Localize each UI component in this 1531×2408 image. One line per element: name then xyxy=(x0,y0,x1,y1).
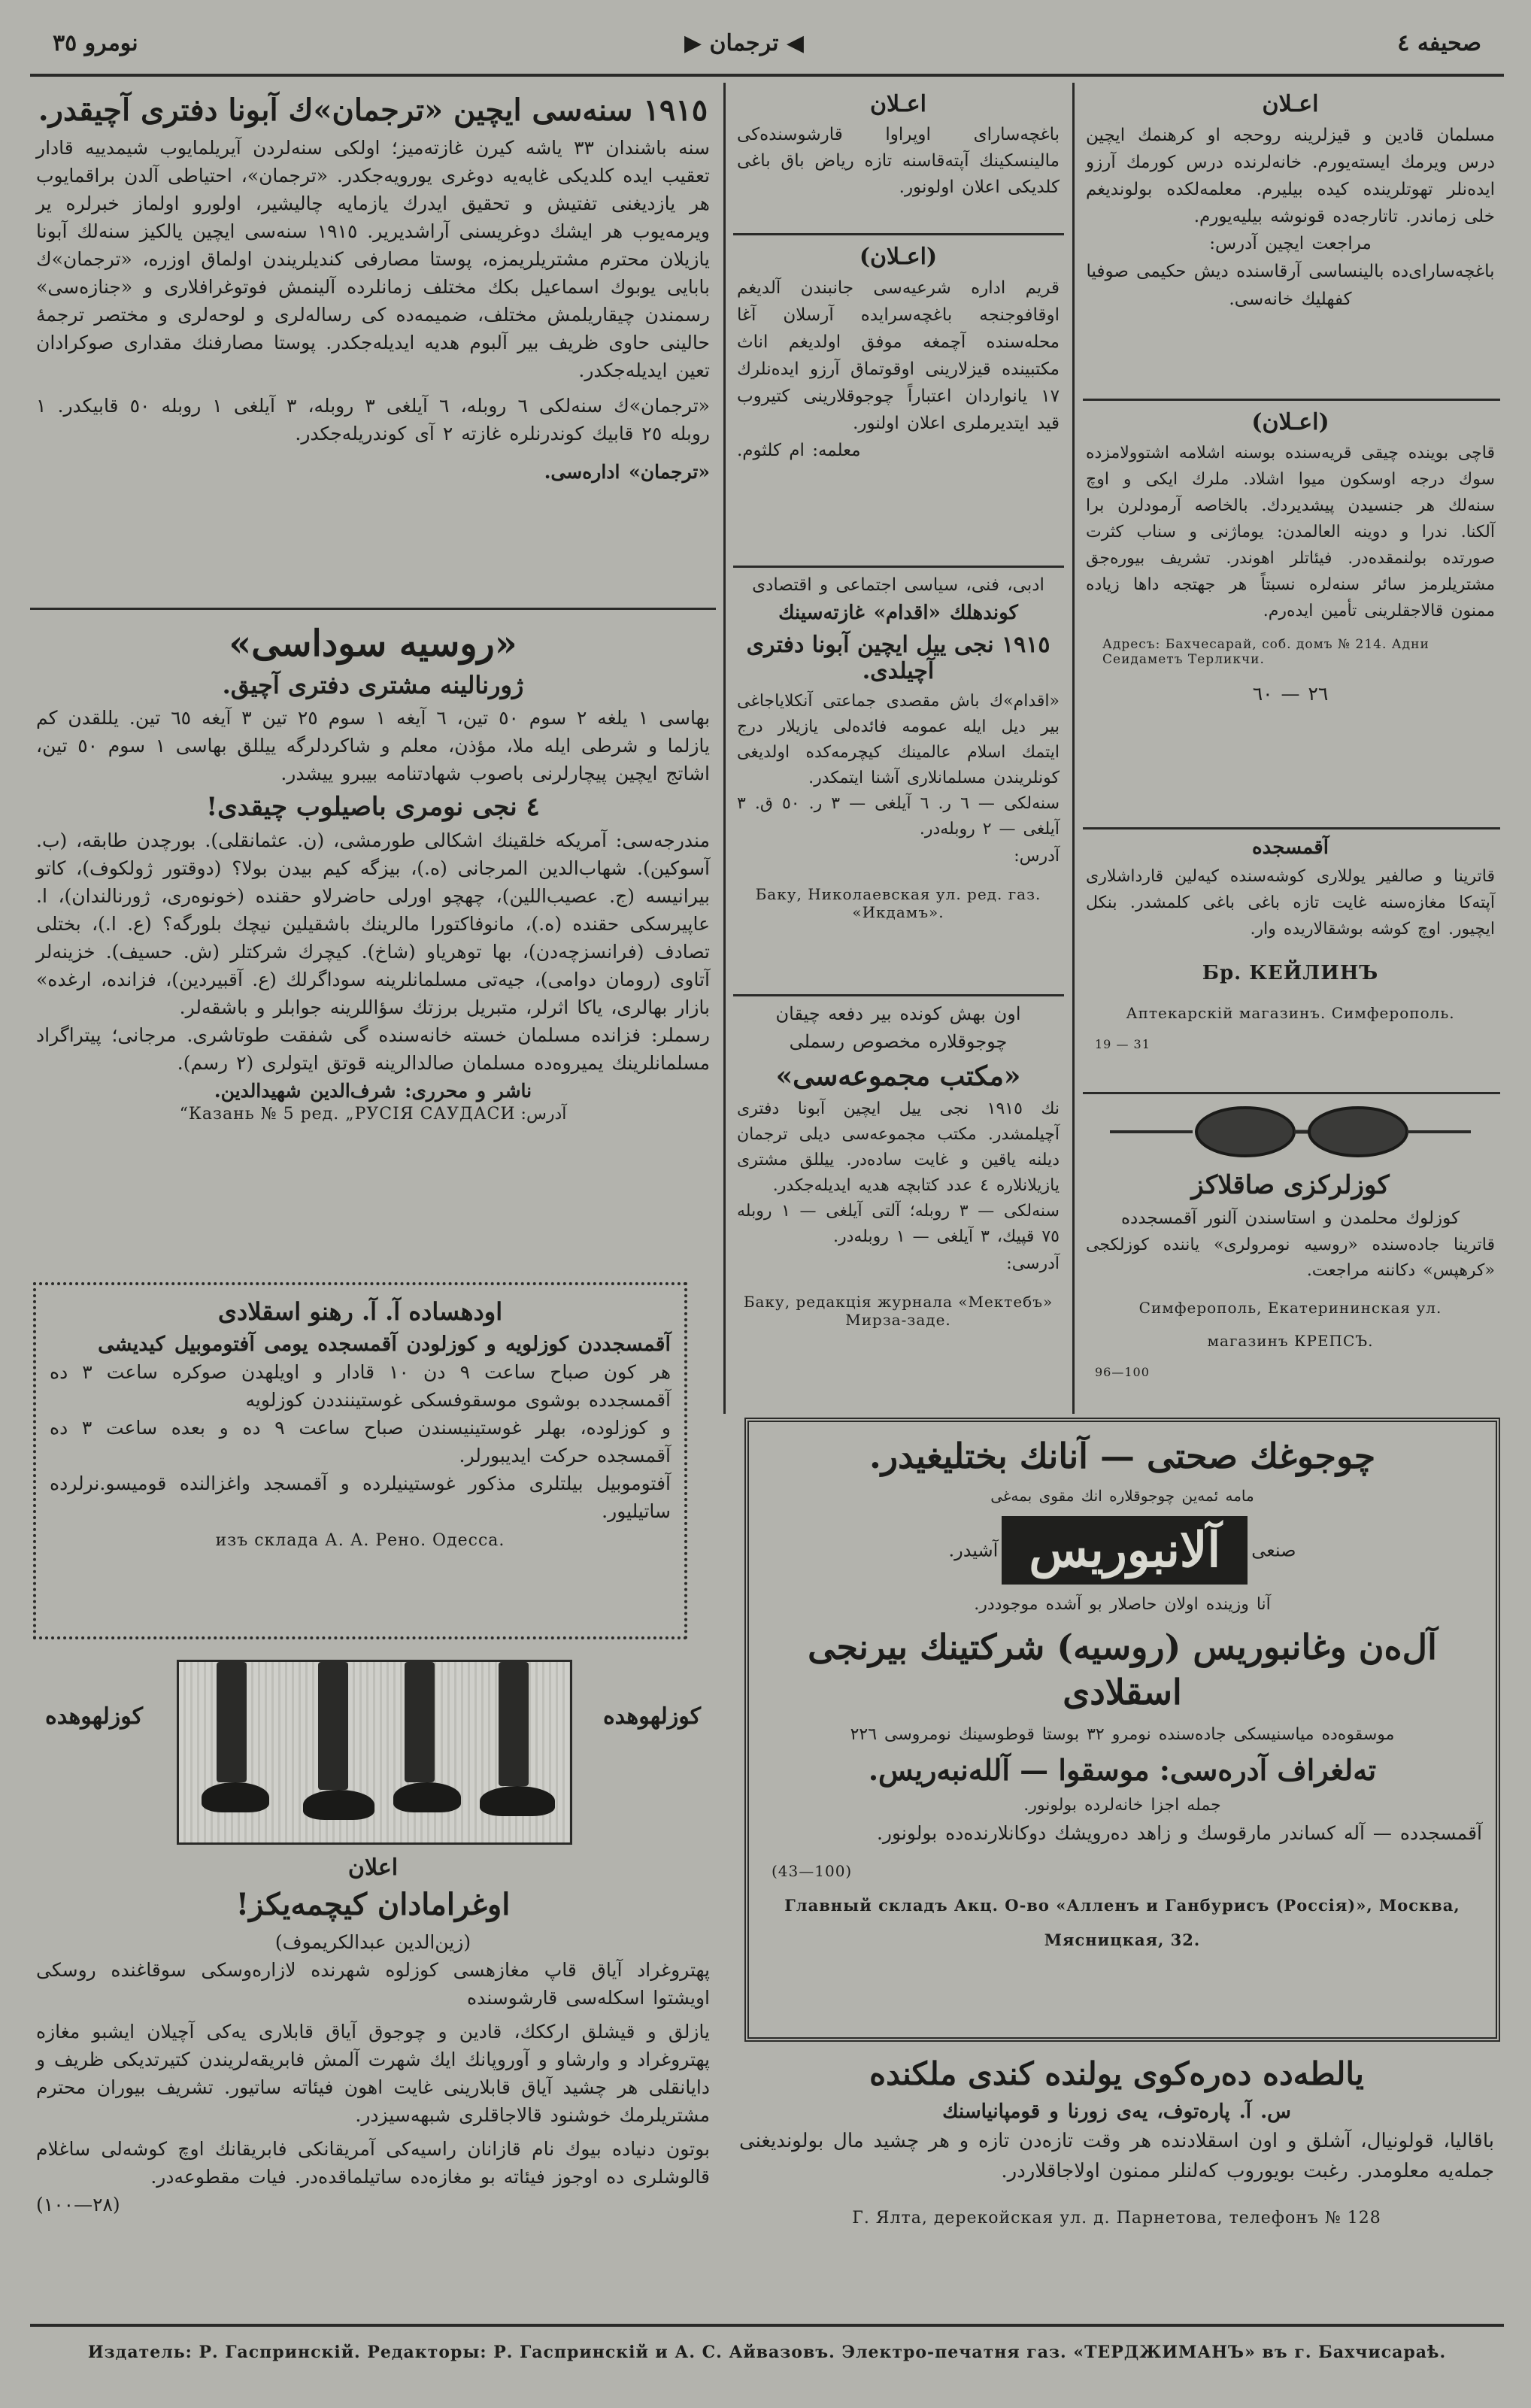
reno-line2: هر کون صباح ساعت ٩ دن ١٠ قادار و اویلهدن صوکره ساعت ٣ ده آقمسجدده بوشوی موسقوفسکی غوستیننددن کوزلویه xyxy=(50,1361,672,1411)
shoe-ad-heading: اعلان xyxy=(347,1855,399,1881)
subscription-prices: «ترجمان»ك سنه‌لکی ٦ روبله، ٦ آیلغی ٣ روبله، ٣ آیلغی ١ روبله ٥٠ قابیکدر. ١ روبله ٢٥ قابیك کوندرنلره غازته ٢ آی کوندریله‌جکدر. xyxy=(36,395,710,444)
right-ilan1-addr: باغچه‌سارای‌ده بالینساسی آرقاسنده دیش حکیمی صوفیا کفهلیك خانه‌سی. xyxy=(1086,262,1495,309)
yalta-addr: Г. Ялта, дерекойская ул. д. Парнетова, телефонъ № 128 xyxy=(852,2209,1381,2228)
allen-telegraph: تەلغراف آدرەسی: موسقوا — آللەنبەریس. xyxy=(868,1753,1377,1787)
iqdam-headline: ١٩١٥ نجی ییل ایچین آبونا دفتری آچیلدی. xyxy=(746,632,1050,684)
right-ilan2-heading: (اعـلان) xyxy=(1251,409,1329,435)
allen-line1: آنا وزینده اولان حاصلار بو آشده موجوددر. xyxy=(974,1595,1271,1614)
shoe-ad-body1: پهتروغراد آیاق قاپ مغازهسی کوزلوه شهرنده لازاره‌وسکی سوقاغنده روسکی اویشتوا اسکله‌سی قارشوسنده xyxy=(36,1959,710,2009)
keilin-name: Бр. КЕЙЛИНЪ xyxy=(1202,962,1379,984)
mektep-ad xyxy=(731,1000,1066,1410)
leg-shape xyxy=(217,1662,247,1782)
orchard-notice xyxy=(1080,405,1501,826)
shoe-shop-ad xyxy=(30,1850,716,2309)
glasses-body: قاترینا جاده‌سنده «روسیه نومرولری» یاننده کوزلکجی «کرهپس» دکاننه مراجعت. xyxy=(1086,1236,1495,1280)
glasses-addr2: магазинъ КРЕПСЪ. xyxy=(1207,1332,1374,1350)
allen-brand-label: صنعی xyxy=(1251,1539,1296,1561)
subscription-body: سنه باشندان ٣٣ یاشه کیرن غازته‌میز؛ اولکی سنه‌لردن آیریلمایوب شیمدییه قادار تعقیب ایده کلدیکی غایه‌یه دوغری یورویه‌جکدر. «ترجمان»، احتیاطی آلدن براقمایوب هر یازدیغنی تفتیش و تحقیق ایدرك یازمایه چالیشیر، اولورو اولماز خبرلره یر ویرمه‌یوب هر ایشك دوغریسنی آراشدیریر. ١٩١٥ سنه‌سی ایچین یالکیز سنه‌لك آبونا یازیلان محترم مشتریلریمزه، پوستا مصارفی کندیلریندن اولماق اوزره، «ترجمان»ك بابایی یوبوك اسماعیل بکك مختلف زمانلرده آلینمش فوتوغرافلاری و «جنازه‌سی» رسمندن چیقاریلمش مختلف، ضمیمه‌ده کی رساله‌لری و لوحه‌لری و مختصر ترجمهٔ حالینی حاوی ظریف بیر آلبوم هدیه ایدیله‌جکدر. پوستا مصارفنك مقداری صوکرادان تعین ایدیله‌جکدر. xyxy=(36,137,710,381)
keilin-shop: Аптекарскій магазинъ. Симферополь. xyxy=(1126,1004,1455,1022)
leg-shape xyxy=(499,1662,529,1786)
shoe-ad-body3: بوتون دنیاده بیوك نام قازانان راسیه‌کی آمریقانکی فابریقانك اوچ کوشه‌لی ساغلام قالوشلری ده اوجوز فیئاته بو مغازه‌ده ساتیلماقده‌در. فیات مقطوعه‌در. xyxy=(36,2138,710,2188)
middle-ilan2-sign: معلمه: ام کلثوم. xyxy=(737,441,861,460)
iqdam-prices: سنه‌لکی — ٦ ر. ٦ آیلغی — ٣ ر. ٥٠ ق. ٣ آیلغی — ٢ روبله‌در. xyxy=(737,794,1060,839)
keilin-pharmacy-ad xyxy=(1080,832,1501,1091)
middle-ilan2-heading: (اعـلان) xyxy=(859,244,938,270)
rusiya-saudasi-ad xyxy=(30,617,716,1278)
yalta-name: س. آ. پارەتوف، یەی زورنا و قومپانیاسنك xyxy=(942,2100,1291,2123)
glasses-addr1: Симферополь, Екатерининская ул. xyxy=(1138,1299,1442,1317)
right-ilan2-code: ٢٦ — ٦٠ xyxy=(1252,683,1329,705)
right-ilan2-addr: Адресъ: Бахчесарай, соб. домъ № 214. Адни Сеидаметъ Терликчи. xyxy=(1102,637,1429,667)
iqdam-address: Баку, Николаевская ул. ред. газ. «Икдамъ». xyxy=(755,885,1041,921)
reno-title: اودهساده آ. آ. رهنو اسقلادی xyxy=(217,1297,503,1326)
shoe-shape xyxy=(202,1782,269,1812)
girls-school-notice xyxy=(731,239,1066,563)
shoe-ad-body2: یازلق و قیشلق ارککك، قادین و چوجوق آیاق قابلاری یه‌کی آچیلان ایشبو مغازه پهتروغراد و وارشاو و آوروپانك ایك شهرت آلمش فابریقه‌لریندن کتیرتدیکی ظریف و دایانقلی هر چشید آیاق قابلارینی غایت اهون فیئاته ساتیور. تشریف بیوران محترم مشتریلرمك خوشنود قالاجاقلری شبهه‌سیزدر. xyxy=(36,2021,710,2126)
mektep-intro1: اون بهش کونده بیر دفعه چیقان xyxy=(775,1003,1021,1024)
allen-code: (43—100) xyxy=(772,1862,853,1880)
allen-hanburys-ad xyxy=(744,1418,1500,2042)
allen-company: آل‌ه‌ن وغانبوریس (روسیه) شرکتینك بیرنجی اسقلادی xyxy=(808,1627,1437,1712)
right-ilan1-addr-label: مراجعت ایچین آدرس: xyxy=(1209,234,1372,253)
right-ilan1-heading: اعـلان xyxy=(1262,91,1319,117)
newspaper-name: ◀ ترجمان ▶ xyxy=(684,30,804,56)
shoe-illustration-block xyxy=(30,1651,716,1846)
reno-automobile-ad xyxy=(33,1282,687,1639)
page-number: صحیفه ٤ xyxy=(1397,30,1481,56)
rusiya-title: «روسیه سوداسی» xyxy=(229,623,517,665)
shoe-ad-code: (٢٨—١٠٠) xyxy=(36,2194,120,2215)
yalta-shop-ad xyxy=(733,2049,1500,2320)
shoe-shape xyxy=(393,1782,461,1812)
allen-brand-logo: آلانبوریس xyxy=(1002,1516,1248,1585)
right-ilan1-body: مسلمان قادین و قیزلرینه روحجه او کرهنمك ایچین درس ویرمك ایسته‌یورم. خانه‌لرنده درس کورمك آرزو ایده‌نلر تهوتلرینده کیده بیلیرم. معلمه‌لکده بولوندیغم خلی زماندر. تاتارجه‌ده قونوشه بیلیه‌یورم. xyxy=(1086,126,1495,226)
rusiya-address-label: آدرس: xyxy=(520,1105,567,1124)
glasses-ad xyxy=(1080,1098,1501,1406)
reno-line3: و کوزلوده، بهلر غوستینیسندن صباح ساعت ٩ ده و بعده ساعت ٣ ده آقمسجده حرکت ایدیبورلر. xyxy=(50,1417,671,1466)
rule xyxy=(1083,399,1500,401)
rule xyxy=(1083,827,1500,829)
keilin-heading: آقمسجده xyxy=(1252,836,1329,859)
allen-addr: موسقوه‌ده میاسنیسکی جاده‌سنده نومرو ٣٢ بوستا قوطوسینك نومروسی ٢٢٦ xyxy=(850,1725,1395,1744)
rusiya-drawings: رسملر: فزانده مسلمان خسته خانه‌سنده گی شفقت طوتاشری. مرجانی؛ پیتراگراد مسلمانلرینك یمیروه‌ده مسلمان صالدالرینه قوتق ایتولری (٢ رسم). xyxy=(36,1024,710,1074)
glasses-sub: کوزلوك محلمدن و استاسندن آلنور آقمسجدده xyxy=(1120,1209,1460,1228)
iqdam-address-label: آدرس: xyxy=(1014,847,1060,866)
rusiya-publisher: ناشر و محرری: شرف‌الدین شهیدالدین. xyxy=(214,1080,532,1102)
column-divider-left xyxy=(723,83,726,1414)
column-divider-right xyxy=(1072,83,1075,1414)
shoe-ad-title: اوغرامادان کیچمه‌یکز! xyxy=(235,1887,511,1922)
shoe-shape xyxy=(480,1786,555,1816)
rusiya-subtitle: ژورنالینه مشتری دفتری آچیق. xyxy=(222,671,524,699)
rusiya-address: Казань № 5 ред. „РУСІЯ САУДАСИ“ xyxy=(179,1105,516,1124)
rusiya-contents: مندرجه‌سی: آمریکه خلقینك اشکالی طورمشی، (ن. عثمانقلی). بورچدن طابقه، (ب. آسوکین). شهاب‌الدین المرجانی (ه.)، بیزگه کیم بیدن بولا؟ (دوقتور ژولکوف)، کاتو بیرانیسه (ج. عصیب‌اللین)، چهچو اورلی حاضرلاو حقنده (خونوه‌ری، ژورنالندان)، ا. عاپیرسکی حقنده (ه.)، مانوفاکتورا مالرینك باشقیلین نیچك بلورگه؟ (ع. ا.)، بختلی تصادف (فرانسزچه‌دن)، بها توهریاو (شاخ). کیچرك شرکتلر (ش. حسیف). خزینه‌لر آتاوی (رومان دوامی)، جیه‌تی مسلمانلرینه سوداگرلك (ع. آقبیردین)، فزانده، ارغده» بازار بهالری، یاکا اثرلر، متبریل برزتك سؤاللرینه جوابلر و باشقه‌لر. xyxy=(36,829,710,1018)
masthead xyxy=(45,30,1489,68)
middle-ilan2-body: قریم اداره شرعیه‌سی جانبندن آلدیغم اوقافوجنجه باغچه‌سرایده آرسلان آغا محله‌سنده آچمغه موفق اولدیغم اناث مکتبینده قیزلارینی اوقوتماق آرزو ایده‌نلرك ١٧ یانواردان اعتباراً چوجوقلارینی کتیروب قید ایتدیرملری اعلان اولنور. xyxy=(737,278,1060,433)
iqdam-body: «اقدام»ك باش مقصدی جماعتی آنکلایاجاغی بیر دیل ایله عمومه فائده‌لی یازیلار درج ایتمك اسلام عالمینك کیچرمه‌کده اولدیغی کونلریندن مسلمانلاری آشنا ایتمکدر. xyxy=(737,692,1060,787)
allen-headline: چوجوغك صحتی — آنانك بختلیغیدر. xyxy=(869,1436,1376,1476)
mektep-address: Баку, редакція журнала «Мектебъ» Мирза-заде. xyxy=(743,1293,1054,1329)
allen-russian2: Мясницкая, 32. xyxy=(1044,1930,1201,1949)
allen-line2: جمله اجزا خانه‌لرده بولونور. xyxy=(1023,1796,1221,1815)
bottom-rule xyxy=(30,2324,1504,2327)
rusiya-address-line xyxy=(30,1105,716,1124)
pharmacy-notice xyxy=(731,86,1066,229)
reno-line4: آفتوموبیل بیلتلری مذکور غوستینیلرده و آقمسجد واغزالنده قومیسو.نرلرده ساتیلیور. xyxy=(50,1472,671,1522)
shoe-shape xyxy=(303,1790,374,1820)
keilin-body: قاترینا و صالفیر یوللاری کوشه‌سنده کیه‌لین قارداشلاری آپته‌کا مغازه‌سنه غایت تازه باغی باغی کلمشدر. بنکل ایچیور. اوچ کوشه بوشقالاریده وار. xyxy=(1086,867,1495,939)
allen-brand-row xyxy=(756,1516,1488,1585)
publisher-footer: Издатель: Р. Гаспринскій. Редакторы: Р. Гаспринскій и А. С. Айвазовъ. Электро-печатня газ. «ТЕРДЖИМАНЪ» въ г. Бахчисараѣ. xyxy=(87,2343,1447,2362)
mektep-prices: سنه‌لکی — ٣ روبله؛ آلتی آیلغی — ١ روبله ٧٥ قپیك، ٣ آیلغی — ١ روبله‌در. xyxy=(737,1202,1060,1246)
iqdam-name: کوندهلك «اقدام» غازته‌سینك xyxy=(778,602,1018,624)
subscription-1915-ad xyxy=(30,86,716,602)
shoe-illustration xyxy=(177,1660,572,1845)
glasses-title: کوزلرکزی صاقلاکز xyxy=(1191,1170,1390,1200)
shoe-label-right: کوزلهوهده xyxy=(602,1703,701,1730)
top-rule xyxy=(30,74,1504,77)
rule xyxy=(733,566,1064,568)
mektep-name: «مکتب مجموعه‌سی» xyxy=(775,1060,1021,1092)
rule xyxy=(733,233,1064,235)
subscription-heading: ١٩١٥ سنه‌سی ایچین «ترجمان»ك آبونا دفتری آچیقدر. xyxy=(38,92,708,128)
middle-ilan1-body: باغچه‌سارای اوپراوا قارشوسنده‌کی مالینسکینك آپته‌قاسنه تازه ریاض باق باغی کلدیکی اعلان اولونور. xyxy=(737,125,1060,197)
keilin-code: 19 — 31 xyxy=(1095,1037,1151,1051)
subscription-sign: «ترجمان» اداره‌سی. xyxy=(544,461,710,483)
rusiya-prices: بهاسی ١ یلغه ٢ سوم ٥٠ تین، ٦ آیغه ١ سوم ٢٥ تین ٣ آیغه ٦٥ تین. یللقدن کم یازلما و شرطی ایله ملا، مؤذن، معلم و شاکردلرگه ییللق بهاسی ١ سوم ٥٠ تین، اشاتج ایچین پیچارلرنی باصوب شهادتنامه بیبرو ییشدر. xyxy=(36,707,711,784)
lessons-notice xyxy=(1080,86,1501,395)
iqdam-ad xyxy=(731,572,1066,993)
reno-footer: изъ склада А. А. Рено. Одесса. xyxy=(215,1531,505,1550)
mektep-address-label: آدرسی: xyxy=(1006,1254,1060,1273)
reno-line1: آقمسجددن کوزلویه و کوزلودن آقمسجده یومی آفتوموبیل کیدیشی xyxy=(98,1333,671,1356)
glasses-icon xyxy=(1080,1098,1501,1166)
allen-russian1: Главный складъ Акц. О-во «Алленъ и Ганбурисъ (Россія)», Москва, xyxy=(784,1896,1460,1915)
rule xyxy=(1083,1092,1500,1094)
right-ilan2-body: قاچی بوینده چیقی قریه‌سنده بوسنه اشلامه اشتوولامزده سوك درجه اوسکون میوا اشلاد. ملرك ایکی و اوچ سنه‌لك هر جنسیدن پیشدیردك. بالخاصه آرمودلرن برا آلکنا. ندرا و دوینه العالمدن: یوماژنی و سناب کثرت صورتده بولنمقده‌در. فیئاتلر اهوندر. تشریف بیوره‌جق مشتریلرمز سائر سنه‌لره نسبتاً هر جهتجه داها زیاده ممنون قالاجقلرینی تأمین ایده‌رم. xyxy=(1086,444,1495,620)
leg-shape xyxy=(318,1662,348,1790)
rule xyxy=(30,608,716,610)
shoe-ad-person: (زین‌الدین عبدالکریموف) xyxy=(274,1931,471,1953)
issue-number: نومرو ٣٥ xyxy=(53,30,138,56)
yalta-body: باقالیا، قولونیال، آشلق و اون اسقلادنده هر وقت تازەدن تازە و هر چشید مال بولوندیغنی جملەیە معلومدر. رغبت بویوروب کەلنلر ممنون اولاجاقلاردر. xyxy=(739,2130,1494,2182)
leg-shape xyxy=(405,1662,435,1782)
shoe-label-left: کوزلهوهده xyxy=(45,1703,144,1730)
allen-line3: آقمسجدده — آله کساندر مارقوسك و زاهد دەرویشك دوكانلارندەده بولونور. xyxy=(876,1822,1482,1844)
mektep-body: نك ١٩١٥ نجی ییل ایچین آبونا دفتری آچیلمشدر. مکتب مجموعه‌سی دیلی ترجمان دیلنه یاقین و غایت ساده‌در. ییللق مشتری یازیلانلاره ٤ عدد کتابچه هدیه ایدیله‌جکدر. xyxy=(737,1099,1060,1195)
allen-sub: مامه ئمه‌ین چوجوقلاره انك مقوی بمه‌غی xyxy=(990,1487,1254,1505)
iqdam-intro: ادبی، فنی، سیاسی اجتماعی و اقتصادی xyxy=(752,575,1044,595)
allen-brand-suffix: آشیدر. xyxy=(948,1539,999,1561)
yalta-headline: یالطەدە دەرەکوی یولندە کندی ملکندە xyxy=(869,2055,1364,2092)
mektep-intro2: چوجوقلاره مخصوص رسملی xyxy=(789,1031,1008,1052)
glasses-code: 96—100 xyxy=(1095,1365,1150,1379)
rusiya-issue: ٤ نجی نومری باصیلوب چیقدی! xyxy=(206,792,540,822)
middle-ilan1-heading: اعـلان xyxy=(870,91,926,117)
rule xyxy=(733,994,1064,996)
